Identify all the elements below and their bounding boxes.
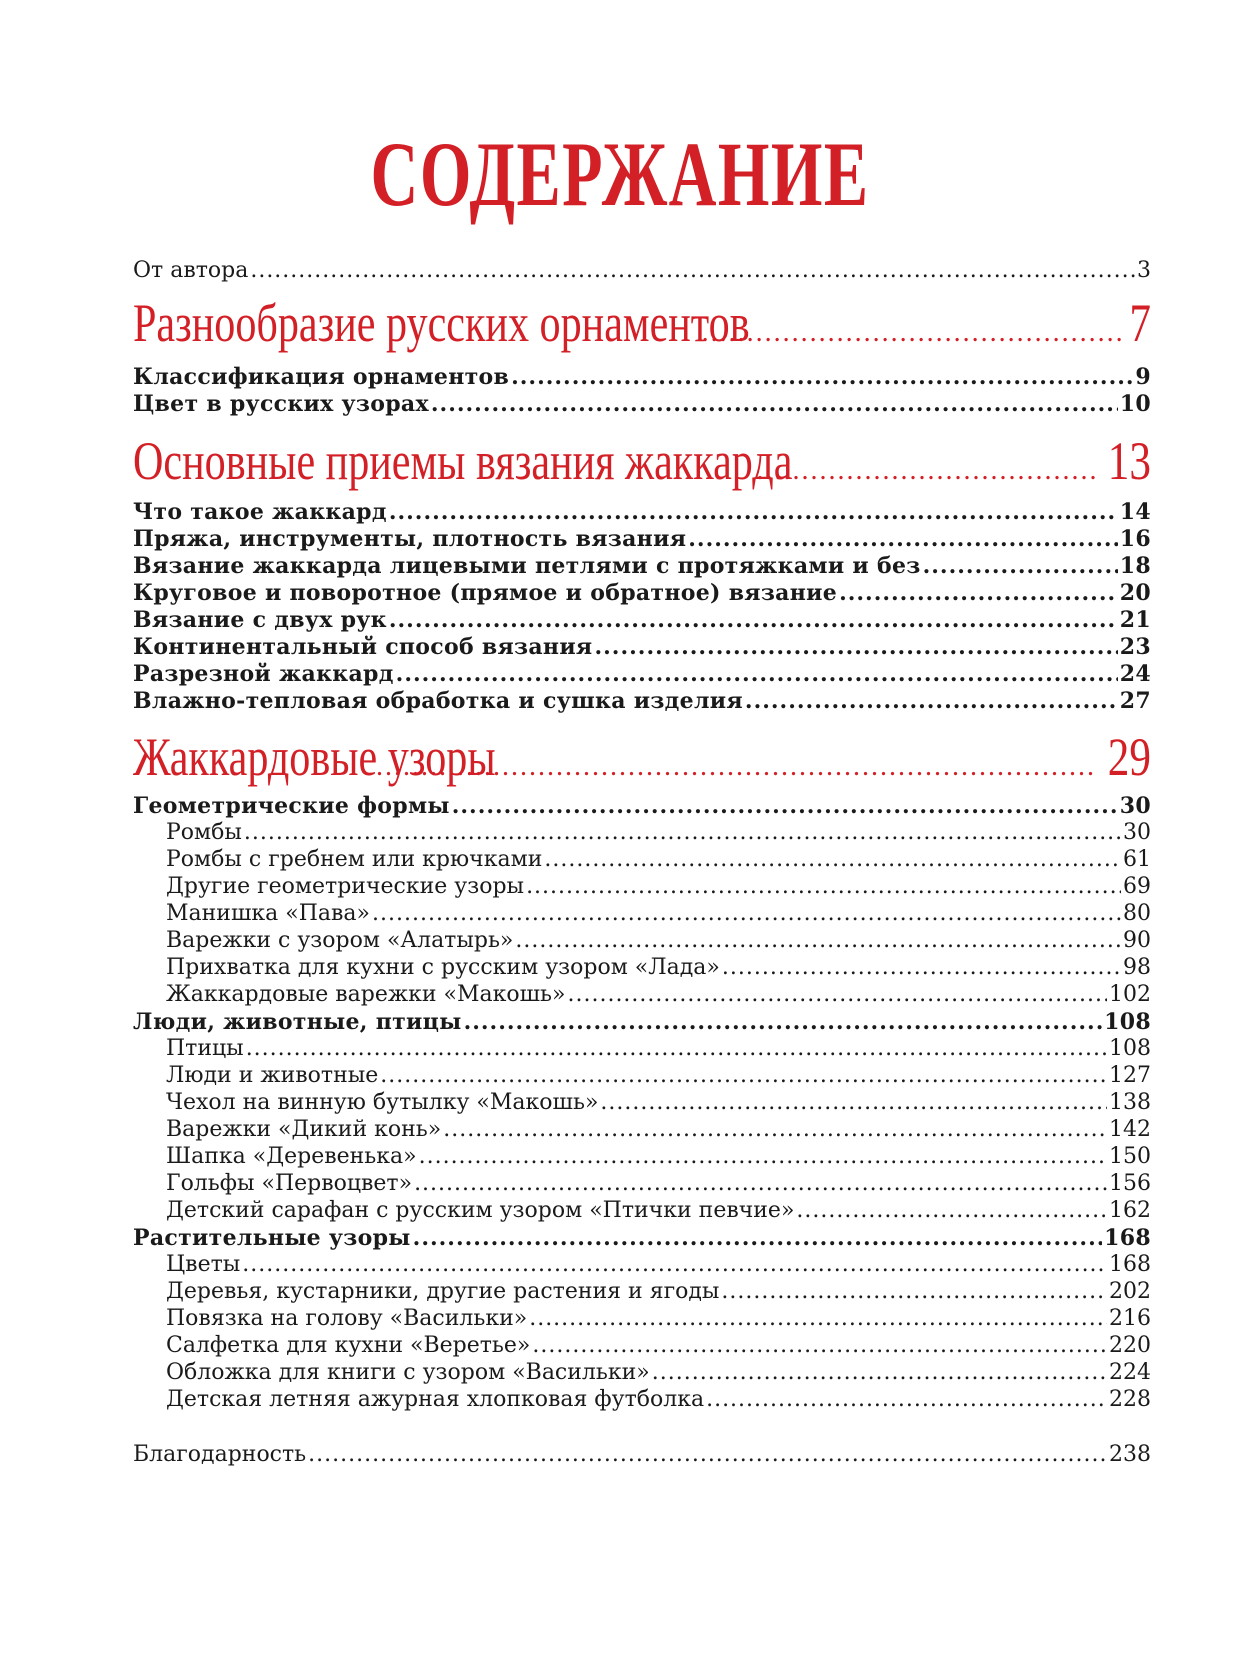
toc-entry[interactable] [166, 1171, 1151, 1196]
dot-leader [414, 1171, 1107, 1196]
dot-leader [389, 607, 1118, 633]
toc-entry-label: Шапка «Деревенька» [166, 1144, 417, 1169]
toc-entry-label: От автора [133, 258, 249, 283]
toc-page-number: 23 [1119, 634, 1151, 660]
dot-leader [452, 793, 1118, 819]
dot-leader [380, 1063, 1107, 1088]
dot-leader [396, 661, 1118, 687]
toc-entry-label: Благодарность [133, 1442, 307, 1467]
toc-page-number: 9 [1135, 364, 1151, 390]
dot-leader [688, 526, 1118, 552]
toc-entry[interactable] [166, 1360, 1151, 1385]
dot-leader [413, 1225, 1103, 1251]
toc-entry-label: Цвет в русских узорах [133, 391, 429, 417]
toc-entry[interactable] [133, 661, 1151, 687]
toc-entry[interactable] [166, 1333, 1151, 1358]
toc-entry-label: Влажно-тепловая обработка и сушка изделия [133, 688, 743, 714]
dot-leader [702, 292, 1122, 354]
toc-page-number: 127 [1109, 1063, 1151, 1088]
toc-entry[interactable] [133, 499, 1151, 525]
toc-chapter-3[interactable] [133, 726, 1151, 788]
toc-entry[interactable] [166, 847, 1151, 872]
dot-leader [419, 1144, 1107, 1169]
toc-entry[interactable] [133, 526, 1151, 552]
toc-entry[interactable] [133, 580, 1151, 606]
chapter-page-number: 13 [1107, 431, 1151, 491]
toc-page-number: 108 [1104, 1009, 1151, 1035]
dot-leader [745, 688, 1118, 714]
toc-page-number: 168 [1109, 1252, 1151, 1277]
toc-page-number: 228 [1109, 1387, 1151, 1412]
toc-page-number: 14 [1119, 499, 1151, 525]
toc-section-geometric[interactable] [133, 793, 1151, 819]
chapter-title: Жаккардовые узоры [133, 727, 496, 787]
toc-page-number: 10 [1119, 391, 1151, 417]
toc-section-people-animals-birds[interactable] [133, 1009, 1151, 1035]
toc-entry[interactable] [133, 688, 1151, 714]
toc-entry[interactable] [166, 1090, 1151, 1115]
dot-leader [721, 1279, 1107, 1304]
dot-leader [594, 634, 1117, 660]
toc-entry[interactable] [166, 1117, 1151, 1142]
toc-entry-label: Ромбы [166, 820, 242, 845]
toc-entry-label: Ромбы с гребнем или крючками [166, 847, 543, 872]
toc-page-number: 27 [1119, 688, 1151, 714]
dot-leader [839, 580, 1118, 606]
toc-page-number: 220 [1109, 1333, 1151, 1358]
chapter-title: Основные приемы вязания жаккарда [133, 431, 793, 491]
dot-leader [567, 982, 1107, 1007]
toc-page-number: 90 [1123, 928, 1151, 953]
toc-entry[interactable] [166, 1063, 1151, 1088]
dot-leader [756, 430, 1095, 492]
dot-leader [722, 955, 1121, 980]
toc-page-number: 30 [1119, 793, 1151, 819]
toc-entry-label: Варежки «Дикий конь» [166, 1117, 442, 1142]
toc-entry-label: Птицы [166, 1036, 244, 1061]
dot-leader [706, 1387, 1107, 1412]
dot-leader [796, 1198, 1107, 1223]
toc-page-number: 69 [1123, 874, 1151, 899]
toc-page-number: 168 [1104, 1225, 1151, 1251]
chapter-page-number: 29 [1107, 727, 1151, 787]
toc-chapter-1[interactable] [133, 292, 1151, 354]
toc-entry-label: Классификация орнаментов [133, 364, 510, 390]
toc-entry-label: Обложка для книги с узором «Васильки» [166, 1360, 650, 1385]
toc-page-number: 150 [1109, 1144, 1151, 1169]
toc-page-number: 80 [1123, 901, 1151, 926]
dot-leader [372, 901, 1121, 926]
toc-entry-label: Что такое жаккард [133, 499, 387, 525]
toc-entry-label: Пряжа, инструменты, плотность вязания [133, 526, 687, 552]
toc-entry-label: Повязка на голову «Васильки» [166, 1306, 528, 1331]
dot-leader [511, 364, 1133, 390]
toc-entry[interactable] [166, 901, 1151, 926]
dot-leader [431, 391, 1118, 417]
dot-leader [242, 1252, 1107, 1277]
toc-page-number: 102 [1109, 982, 1151, 1007]
toc-page-number: 21 [1119, 607, 1151, 633]
toc-entry[interactable] [133, 634, 1151, 660]
toc-entry[interactable] [166, 820, 1151, 845]
toc-entry-intro[interactable] [133, 258, 1151, 283]
dot-leader [246, 1036, 1107, 1061]
toc-entry-label: Детская летняя ажурная хлопковая футболка [166, 1387, 705, 1412]
toc-entry[interactable] [166, 1036, 1151, 1061]
toc-entry-label: Люди, животные, птицы [133, 1009, 462, 1035]
chapter-page-number: 7 [1129, 293, 1151, 353]
dot-leader [923, 553, 1118, 579]
toc-entry-label: Варежки с узором «Алатырь» [166, 928, 514, 953]
toc-entry-label: Цветы [166, 1252, 241, 1277]
toc-entry-label: Растительные узоры [133, 1225, 411, 1251]
dot-leader [526, 874, 1121, 899]
toc-entry-label: Гольфы «Первоцвет» [166, 1171, 413, 1196]
toc-entry[interactable] [133, 607, 1151, 633]
dot-leader [244, 820, 1121, 845]
dot-leader [389, 499, 1118, 525]
toc-page-number: 216 [1109, 1306, 1151, 1331]
toc-entry-label: Другие геометрические узоры [166, 874, 525, 899]
toc-page-number: 16 [1119, 526, 1151, 552]
toc-page-number: 138 [1109, 1090, 1151, 1115]
dot-leader [515, 928, 1121, 953]
toc-entry-label: Жаккардовые варежки «Макошь» [166, 982, 566, 1007]
toc-page-number: 224 [1109, 1360, 1151, 1385]
toc-entry[interactable] [166, 982, 1151, 1007]
toc-page-number: 108 [1109, 1036, 1151, 1061]
toc-page-number: 162 [1109, 1198, 1151, 1223]
toc-entry-label: Разрезной жаккард [133, 661, 394, 687]
dot-leader [250, 258, 1135, 283]
toc-entry[interactable] [166, 1252, 1151, 1277]
toc-entry-label: Чехол на винную бутылку «Макошь» [166, 1090, 599, 1115]
dot-leader [443, 1117, 1107, 1142]
toc-entry[interactable] [166, 928, 1151, 953]
toc-page-number: 98 [1123, 955, 1151, 980]
toc-entry[interactable] [166, 1279, 1151, 1304]
toc-entry[interactable] [133, 553, 1151, 579]
toc-page-number: 18 [1119, 553, 1151, 579]
toc-section-plant-patterns[interactable] [133, 1225, 1151, 1251]
toc-page-number: 142 [1109, 1117, 1151, 1142]
toc-page-number: 61 [1123, 847, 1151, 872]
toc-entry-label: Круговое и поворотное (прямое и обратное) вязание [133, 580, 838, 606]
toc-entry-label: Салфетка для кухни «Веретье» [166, 1333, 531, 1358]
toc-page-number: 24 [1119, 661, 1151, 687]
toc-entry[interactable] [166, 1198, 1151, 1223]
toc-entry-label: Вязание с двух рук [133, 607, 387, 633]
toc-page-number: 238 [1109, 1442, 1151, 1467]
toc-entry[interactable] [133, 364, 1151, 390]
page-title: СОДЕРЖАНИЕ [370, 123, 870, 225]
toc-entry[interactable] [166, 874, 1151, 899]
toc-entry-label: Вязание жаккарда лицевыми петлями с протяжками и без [133, 553, 921, 579]
dot-leader [464, 1009, 1103, 1035]
dot-leader [529, 1306, 1107, 1331]
toc-page-number: 3 [1137, 258, 1151, 283]
toc-entry[interactable] [166, 955, 1151, 980]
chapter-title: Разнообразие русских орнаментов [133, 293, 750, 353]
toc-entry-label: Деревья, кустарники, другие растения и ягоды [166, 1279, 720, 1304]
dot-leader [532, 1333, 1107, 1358]
toc-entry-label: Детский сарафан с русским узором «Птички певчие» [166, 1198, 795, 1223]
toc-entry-label: Геометрические формы [133, 793, 450, 819]
toc-entry[interactable] [166, 1387, 1151, 1412]
dot-leader [544, 847, 1121, 872]
toc-entry-label: Континентальный способ вязания [133, 634, 593, 660]
dot-leader [308, 1442, 1107, 1467]
toc-page-number: 30 [1123, 820, 1151, 845]
toc-entry[interactable] [166, 1144, 1151, 1169]
dot-leader [600, 1090, 1107, 1115]
toc-chapter-2[interactable] [133, 430, 1151, 492]
toc-entry-label: Люди и животные [166, 1063, 379, 1088]
toc-entry[interactable] [166, 1306, 1151, 1331]
toc-entry-label: Манишка «Пава» [166, 901, 371, 926]
toc-page-number: 202 [1109, 1279, 1151, 1304]
toc-entry[interactable] [133, 391, 1151, 417]
dot-leader [652, 1360, 1107, 1385]
toc-entry-acknowledgements[interactable] [133, 1442, 1151, 1467]
toc-entry-label: Прихватка для кухни с русским узором «Лада» [166, 955, 720, 980]
toc-page-number: 20 [1119, 580, 1151, 606]
toc-page-number: 156 [1109, 1171, 1151, 1196]
